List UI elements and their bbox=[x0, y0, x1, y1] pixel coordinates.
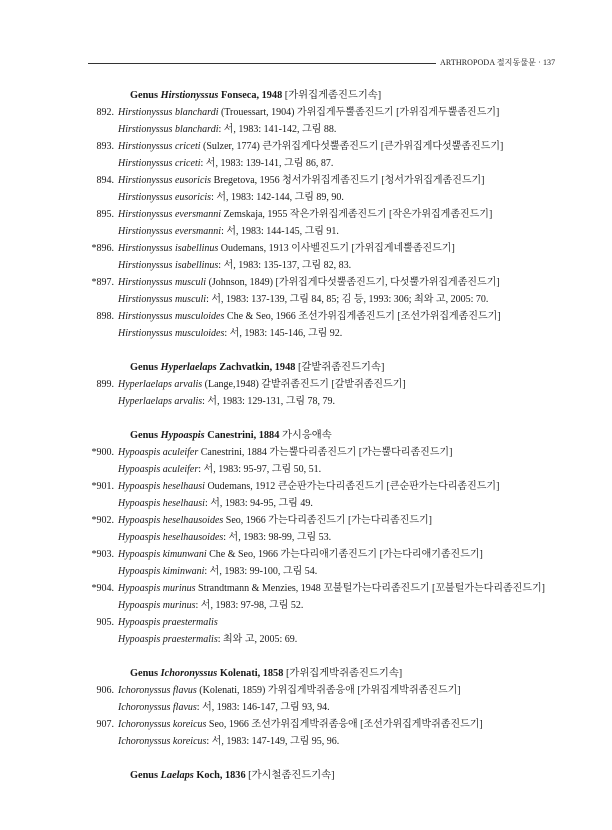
citation-text: : 최와 고, 2005: 69. bbox=[217, 634, 298, 645]
species-description: Canestrini, 1884 가는뿔다리좀진드기 [가는뿔다리좀진드기] bbox=[200, 447, 453, 458]
citation-text: : 서, 1983: 147-149, 그림 95, 96. bbox=[206, 736, 340, 747]
citation-species: Ichoronyssus flavus bbox=[118, 702, 197, 713]
citation-species: Ichoronyssus koreicus bbox=[118, 736, 207, 747]
species-description: (Sulzer, 1774) 큰가위집게다섯뿔좀진드기 [큰가위집게다섯뿔좀진드기] bbox=[203, 141, 504, 152]
species-entry bbox=[0, 580, 612, 614]
citation-line bbox=[0, 155, 612, 172]
citation-line bbox=[0, 597, 612, 614]
species-name: Ichoronyssus flavus bbox=[118, 685, 197, 696]
species-name: Hirstionyssus musculoides bbox=[118, 311, 225, 322]
species-description: (Johnson, 1849) [가위집게다섯뿔좀진드기, 다섯뿔가위집게좀진드기] bbox=[208, 277, 500, 288]
citation-species: Hypoaspis heselhausoides bbox=[118, 532, 224, 543]
citation-species: Hirstionyssus musculi bbox=[118, 294, 207, 305]
citation-text: : 서, 1983: 145-146, 그림 92. bbox=[224, 328, 343, 339]
genus-name: Hirstionyssus bbox=[160, 90, 219, 101]
taxon-list bbox=[0, 87, 612, 784]
citation-text: : 서, 1983: 95-97, 그림 50, 51. bbox=[198, 464, 322, 475]
species-entry bbox=[0, 308, 612, 342]
citation-line bbox=[0, 529, 612, 546]
citation-text: : 서, 1983: 137-139, 그림 84, 85; 김 등, 1993: 306; 최와 고, 2005: 70. bbox=[206, 294, 489, 305]
species-description: (Lange,1948) 갈밭쥐좀진드기 [갈밭쥐좀진드기] bbox=[204, 379, 406, 390]
citation-line bbox=[0, 699, 612, 716]
species-entry bbox=[0, 716, 612, 750]
citation-species: Hirstionyssus criceti bbox=[118, 158, 201, 169]
citation-line bbox=[0, 563, 612, 580]
citation-text: : 서, 1983: 144-145, 그림 91. bbox=[221, 226, 339, 237]
entry-number: 895. bbox=[96, 209, 114, 220]
entry-number: 907. bbox=[96, 719, 114, 730]
section-gap bbox=[0, 648, 612, 665]
species-entry bbox=[0, 682, 612, 716]
citation-line bbox=[0, 631, 612, 648]
genus-korean-name: [가위집게좀진드기속] bbox=[284, 90, 382, 101]
entry-number: 905. bbox=[96, 617, 114, 628]
entry-number: *896. bbox=[91, 243, 114, 254]
citation-line bbox=[0, 495, 612, 512]
header-rule bbox=[88, 63, 436, 64]
genus-name: Ichoronyssus bbox=[160, 668, 218, 679]
citation-species: Hypoaspis praestermalis bbox=[118, 634, 218, 645]
citation-line bbox=[0, 189, 612, 206]
genus-heading: Genus Hypoaspis Canestrini, 1884 가시응애속 bbox=[130, 430, 332, 441]
citation-text: : 서, 1983: 135-137, 그림 82, 83. bbox=[218, 260, 352, 271]
species-entry bbox=[0, 444, 612, 478]
running-header: ARTHROPODA 절지동물문 · 137 bbox=[440, 58, 556, 67]
species-name: Hypoaspis kimunwani bbox=[118, 549, 207, 560]
citation-line bbox=[0, 257, 612, 274]
genus-heading: Genus Hyperlaelaps Zachvatkin, 1948 [갈밭쥐좀진드기속] bbox=[130, 362, 385, 373]
species-name: Hirstionyssus blanchardi bbox=[118, 107, 219, 118]
section-gap bbox=[0, 750, 612, 767]
entry-number: *904. bbox=[91, 583, 114, 594]
species-entry bbox=[0, 512, 612, 546]
citation-species: Hyperlaelaps arvalis bbox=[118, 396, 203, 407]
section-gap bbox=[0, 410, 612, 427]
species-entry bbox=[0, 614, 612, 648]
entry-number: 898. bbox=[96, 311, 114, 322]
species-description: Che & Seo, 1966 가는다리애기좀진드기 [가는다리애기좀진드기] bbox=[209, 549, 483, 560]
genus-korean-name: [갈밭쥐좀진드기속] bbox=[297, 362, 385, 373]
genus-name: Hypoaspis bbox=[160, 430, 205, 441]
species-entry bbox=[0, 546, 612, 580]
species-name: Hypoaspis murinus bbox=[118, 583, 196, 594]
entry-number: *903. bbox=[91, 549, 114, 560]
citation-species: Hypoaspis heselhausi bbox=[118, 498, 205, 509]
species-description: Oudemans, 1913 이사벨진드기 [가위집게네뿔좀진드기] bbox=[220, 243, 455, 254]
entry-number: 906. bbox=[96, 685, 114, 696]
genus-heading: Genus Laelaps Koch, 1836 [가시철좀진드기속] bbox=[130, 770, 335, 781]
citation-line bbox=[0, 291, 612, 308]
citation-species: Hirstionyssus eusoricis bbox=[118, 192, 212, 203]
citation-species: Hirstionyssus musculoides bbox=[118, 328, 225, 339]
citation-line bbox=[0, 733, 612, 750]
species-entry bbox=[0, 376, 612, 410]
citation-text: : 서, 1983: 129-131, 그림 78, 79. bbox=[202, 396, 336, 407]
species-name: Hirstionyssus eversmanni bbox=[118, 209, 222, 220]
entry-number: *897. bbox=[91, 277, 114, 288]
species-entry bbox=[0, 104, 612, 138]
species-entry bbox=[0, 240, 612, 274]
genus-name: Hyperlaelaps bbox=[160, 362, 217, 373]
citation-line bbox=[0, 461, 612, 478]
citation-text: : 서, 1983: 97-98, 그림 52. bbox=[195, 600, 304, 611]
citation-species: Hirstionyssus blanchardi bbox=[118, 124, 219, 135]
citation-text: : 서, 1983: 139-141, 그림 86, 87. bbox=[200, 158, 334, 169]
citation-text: : 서, 1983: 94-95, 그림 49. bbox=[204, 498, 313, 509]
species-entry bbox=[0, 274, 612, 308]
genus-authority: Fonseca, 1948 bbox=[221, 90, 283, 101]
genus-authority: Canestrini, 1884 bbox=[207, 430, 280, 441]
entry-number: 893. bbox=[96, 141, 114, 152]
citation-species: Hypoaspis kiminwani bbox=[118, 566, 205, 577]
citation-species: Hirstionyssus eversmanni bbox=[118, 226, 222, 237]
species-name: Hirstionyssus eusoricis bbox=[118, 175, 212, 186]
genus-korean-name: [가위집게박쥐좀진드기속] bbox=[285, 668, 403, 679]
citation-line bbox=[0, 121, 612, 138]
entry-number: *902. bbox=[91, 515, 114, 526]
genus-korean-name: 가시응애속 bbox=[281, 430, 332, 441]
species-name: Hirstionyssus isabellinus bbox=[118, 243, 219, 254]
species-description: Strandtmann & Menzies, 1948 꼬불털가는다리좀진드기 [꼬불털가는다리좀진드기] bbox=[198, 583, 545, 594]
species-description: Seo, 1966 조선가위집게박쥐좀응애 [조선가위집게박쥐좀진드기] bbox=[208, 719, 483, 730]
citation-text: : 서, 1983: 99-100, 그림 54. bbox=[204, 566, 318, 577]
citation-species: Hirstionyssus isabellinus bbox=[118, 260, 219, 271]
species-description: Oudemans, 1912 큰순판가는다리좀진드기 [큰순판가는다리좀진드기] bbox=[207, 481, 500, 492]
citation-line bbox=[0, 393, 612, 410]
species-description: Che & Seo, 1966 조선가위집게좀진드기 [조선가위집게좀진드기] bbox=[226, 311, 501, 322]
species-description: Seo, 1966 가는다리좀진드기 [가는다리좀진드기] bbox=[225, 515, 433, 526]
section-gap bbox=[0, 342, 612, 359]
species-name: Hirstionyssus criceti bbox=[118, 141, 201, 152]
citation-text: : 서, 1983: 142-144, 그림 89, 90. bbox=[211, 192, 344, 203]
species-description: (Trouessart, 1904) 가위집게두뿔좀진드기 [가위집게두뿔좀진드기] bbox=[220, 107, 500, 118]
species-name: Hirstionyssus musculi bbox=[118, 277, 207, 288]
species-entry bbox=[0, 478, 612, 512]
citation-text: : 서, 1983: 146-147, 그림 93, 94. bbox=[196, 702, 330, 713]
genus-name: Laelaps bbox=[160, 770, 194, 781]
species-description: (Kolenati, 1859) 가위집게박쥐좀응애 [가위집게박쥐좀진드기] bbox=[199, 685, 461, 696]
genus-heading: Genus Ichoronyssus Kolenati, 1858 [가위집게박쥐좀진드기속] bbox=[130, 668, 403, 679]
entry-number: 899. bbox=[96, 379, 114, 390]
entry-number: 894. bbox=[96, 175, 114, 186]
entry-number: *901. bbox=[91, 481, 114, 492]
genus-heading: Genus Hirstionyssus Fonseca, 1948 [가위집게좀진드기속] bbox=[130, 90, 382, 101]
species-description: Bregetova, 1956 청서가위집게좀진드기 [청서가위집게좀진드기] bbox=[213, 175, 485, 186]
species-entry bbox=[0, 172, 612, 206]
genus-authority: Kolenati, 1858 bbox=[219, 668, 284, 679]
species-name: Hyperlaelaps arvalis bbox=[118, 379, 203, 390]
citation-species: Hypoaspis murinus bbox=[118, 600, 196, 611]
species-name: Ichoronyssus koreicus bbox=[118, 719, 207, 730]
species-description: Zemskaja, 1955 작은가위집게좀진드기 [작은가위집게좀진드기] bbox=[223, 209, 493, 220]
species-name: Hypoaspis aculeifer bbox=[118, 447, 199, 458]
genus-authority: Zachvatkin, 1948 bbox=[219, 362, 296, 373]
citation-text: : 서, 1983: 98-99, 그림 53. bbox=[223, 532, 332, 543]
genus-authority: Koch, 1836 bbox=[196, 770, 246, 781]
entry-number: *900. bbox=[91, 447, 114, 458]
species-name: Hypoaspis praestermalis bbox=[118, 617, 218, 628]
species-entry bbox=[0, 206, 612, 240]
citation-line bbox=[0, 325, 612, 342]
species-name: Hypoaspis heselhausi bbox=[118, 481, 205, 492]
species-entry bbox=[0, 138, 612, 172]
entry-number: 892. bbox=[96, 107, 114, 118]
species-name: Hypoaspis heselhausoides bbox=[118, 515, 224, 526]
citation-species: Hypoaspis aculeifer bbox=[118, 464, 199, 475]
citation-text: : 서, 1983: 141-142, 그림 88. bbox=[218, 124, 337, 135]
citation-line bbox=[0, 223, 612, 240]
genus-korean-name: [가시철좀진드기속] bbox=[248, 770, 335, 781]
